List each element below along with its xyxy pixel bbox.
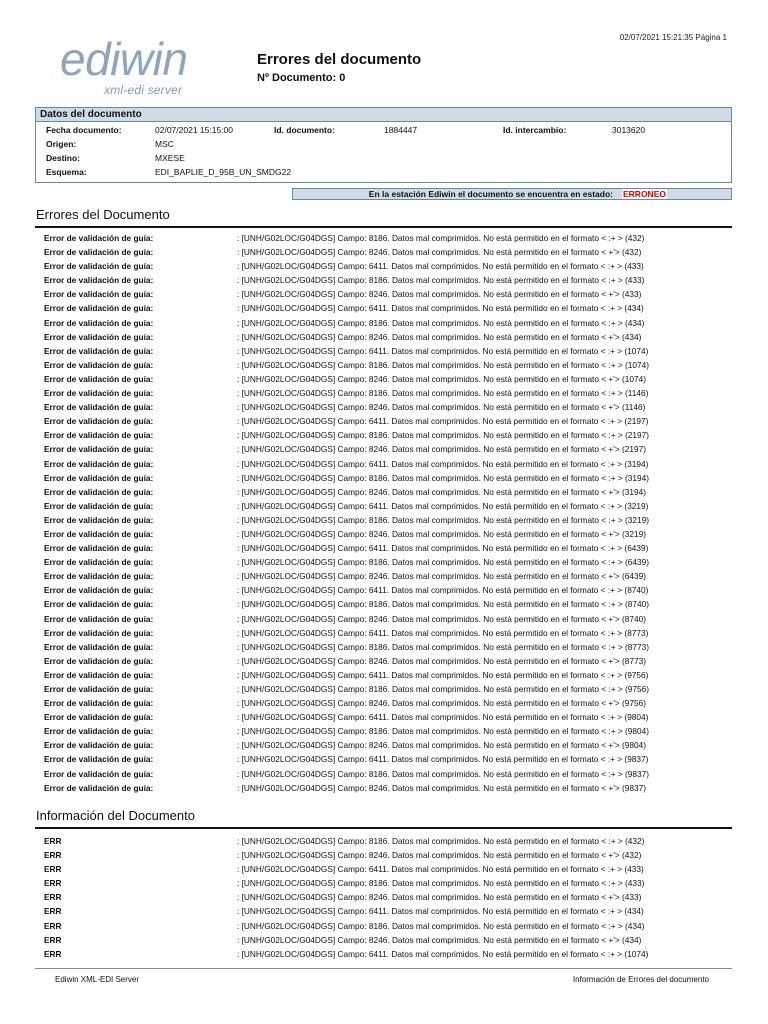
error-message: : [UNH/G02LOC/G04DGS] Campo: 6411. Datos mal comprimidos. No está permitido en el formato < :+ > (434) — [237, 906, 644, 917]
info-list — [44, 834, 734, 961]
list-item — [44, 287, 734, 301]
error-type: Error de validación de guía: — [44, 247, 154, 258]
ediwin-logo — [60, 33, 220, 100]
error-type: Error de validación de guía: — [44, 402, 154, 413]
list-item — [44, 245, 734, 259]
list-item — [44, 767, 734, 781]
error-type: Error de validación de guía: — [44, 472, 154, 483]
footer-report-name: Información de Errores del documento — [572, 975, 709, 984]
esquema-value: EDI_BAPLIE_D_95B_UN_SMDG22 — [155, 167, 292, 177]
list-item — [44, 904, 734, 918]
id-intercambio-value: 3013620 — [612, 125, 646, 135]
error-type: Error de validación de guía: — [44, 261, 154, 272]
list-item — [44, 696, 734, 710]
error-type: Error de validación de guía: — [44, 627, 154, 638]
logo-tagline: xml-edi server — [104, 83, 183, 97]
list-item — [44, 471, 734, 485]
error-message: : [UNH/G02LOC/G04DGS] Campo: 8246. Datos mal comprimidos. No está permitido en el formato < +'> (434) — [237, 331, 642, 342]
list-item — [44, 400, 734, 414]
id-documento-value: 1884447 — [384, 125, 418, 135]
list-item — [44, 442, 734, 456]
error-message: : [UNH/G02LOC/G04DGS] Campo: 8246. Datos mal comprimidos. No está permitido en el formato < +'> (9804) — [237, 740, 646, 751]
error-type: Error de validación de guía: — [44, 345, 154, 356]
list-item — [44, 259, 734, 273]
errors-section-title: Errores del Documento — [36, 207, 170, 222]
error-type: Error de validación de guía: — [44, 373, 154, 384]
list-item — [44, 654, 734, 668]
list-item — [44, 372, 734, 386]
error-message: : [UNH/G02LOC/G04DGS] Campo: 6411. Datos mal comprimidos. No está permitido en el formato < :+ > (3219) — [237, 500, 649, 511]
error-message: : [UNH/G02LOC/G04DGS] Campo: 6411. Datos mal comprimidos. No está permitido en el formato < :+ > (1074) — [237, 948, 649, 959]
list-item — [44, 316, 734, 330]
error-type: Error de validación de guía: — [44, 712, 154, 723]
error-type: ERR — [44, 948, 62, 959]
status-badge: ERRONEO — [623, 189, 666, 199]
error-message: : [UNH/G02LOC/G04DGS] Campo: 8186. Datos mal comprimidos. No está permitido en el formato < :+ > (432) — [237, 836, 645, 846]
errors-section-divider — [35, 226, 732, 228]
error-message: : [UNH/G02LOC/G04DGS] Campo: 8186. Datos mal comprimidos. No está permitido en el formato < :+ > (434) — [237, 317, 645, 328]
info-section-title: Información del Documento — [36, 808, 195, 823]
list-item — [44, 231, 734, 245]
error-message: : [UNH/G02LOC/G04DGS] Campo: 6411. Datos mal comprimidos. No está permitido en el formato < :+ > (8740) — [237, 585, 649, 596]
error-message: : [UNH/G02LOC/G04DGS] Campo: 8186. Datos mal comprimidos. No está permitido en el formato < :+ > (1074) — [237, 359, 650, 370]
error-type: Error de validación de guía: — [44, 528, 154, 539]
list-item — [44, 612, 734, 626]
error-type: Error de validación de guía: — [44, 486, 154, 497]
print-timestamp: 02/07/2021 15:21:35 Página 1 — [619, 33, 727, 42]
error-message: : [UNH/G02LOC/G04DGS] Campo: 8246. Datos mal comprimidos. No está permitido en el formato < +'> (432) — [237, 850, 642, 861]
error-message: : [UNH/G02LOC/G04DGS] Campo: 6411. Datos mal comprimidos. No está permitido en el formato < :+ > (2197) — [237, 416, 649, 427]
list-item — [44, 386, 734, 400]
id-documento-label: Id. documento: — [274, 125, 335, 135]
error-message: : [UNH/G02LOC/G04DGS] Campo: 6411. Datos mal comprimidos. No está permitido en el formato < :+ > (434) — [237, 303, 644, 314]
fecha-label: Fecha documento: — [46, 125, 122, 135]
error-message: : [UNH/G02LOC/G04DGS] Campo: 6411. Datos mal comprimidos. No está permitido en el formato < :+ > (8773) — [237, 627, 649, 638]
error-message: : [UNH/G02LOC/G04DGS] Campo: 6411. Datos mal comprimidos. No está permitido en el formato < :+ > (433) — [237, 864, 644, 875]
list-item — [44, 273, 734, 287]
error-type: ERR — [44, 850, 62, 861]
error-type: Error de validación de guía: — [44, 359, 154, 370]
error-message: : [UNH/G02LOC/G04DGS] Campo: 8186. Datos mal comprimidos. No está permitido en el formato < :+ > (9837) — [237, 768, 650, 779]
list-item — [44, 752, 734, 766]
error-message: : [UNH/G02LOC/G04DGS] Campo: 6411. Datos mal comprimidos. No está permitido en el formato < :+ > (6439) — [237, 543, 649, 554]
list-item — [44, 301, 734, 315]
document-data-heading: Datos del documento — [36, 108, 731, 122]
footer-app-name: Ediwin XML-EDI Server — [55, 975, 140, 984]
error-message: : [UNH/G02LOC/G04DGS] Campo: 8186. Datos mal comprimidos. No está permitido en el formato < :+ > (2197) — [237, 430, 650, 441]
error-message: : [UNH/G02LOC/G04DGS] Campo: 6411. Datos mal comprimidos. No está permitido en el formato < :+ > (433) — [237, 261, 644, 272]
destino-label: Destino: — [46, 153, 80, 163]
error-type: Error de validación de guía: — [44, 599, 154, 610]
error-type: Error de validación de guía: — [44, 782, 154, 793]
list-item — [44, 947, 734, 961]
error-type: Error de validación de guía: — [44, 416, 154, 427]
list-item — [44, 890, 734, 904]
list-item — [44, 358, 734, 372]
error-type: Error de validación de guía: — [44, 317, 154, 328]
error-message: : [UNH/G02LOC/G04DGS] Campo: 8246. Datos mal comprimidos. No está permitido en el formato < +'> (3194) — [237, 486, 646, 497]
error-message: : [UNH/G02LOC/G04DGS] Campo: 8246. Datos mal comprimidos. No está permitido en el formato < +'> (433) — [237, 289, 642, 300]
error-type: Error de validación de guía: — [44, 655, 154, 666]
error-message: : [UNH/G02LOC/G04DGS] Campo: 8186. Datos mal comprimidos. No está permitido en el formato < :+ > (432) — [237, 233, 645, 243]
fecha-value: 02/07/2021 15:15:00 — [155, 125, 233, 135]
error-type: ERR — [44, 920, 62, 931]
error-type: Error de validación de guía: — [44, 585, 154, 596]
error-type: ERR — [44, 878, 62, 889]
list-item — [44, 541, 734, 555]
error-message: : [UNH/G02LOC/G04DGS] Campo: 6411. Datos mal comprimidos. No está permitido en el formato < :+ > (3194) — [237, 458, 649, 469]
errors-list — [44, 231, 734, 795]
status-label: En la estación Ediwin el documento se encuentra en estado: — [368, 189, 613, 199]
error-type: Error de validación de guía: — [44, 641, 154, 652]
document-number: Nº Documento: 0 — [257, 72, 346, 84]
error-type: Error de validación de guía: — [44, 388, 154, 399]
error-type: Error de validación de guía: — [44, 543, 154, 554]
error-type: Error de validación de guía: — [44, 557, 154, 568]
error-type: Error de validación de guía: — [44, 684, 154, 694]
error-type: Error de validación de guía: — [44, 275, 154, 286]
list-item — [44, 555, 734, 569]
error-message: : [UNH/G02LOC/G04DGS] Campo: 8246. Datos mal comprimidos. No está permitido en el formato < +'> (2197) — [237, 444, 646, 455]
error-message: : [UNH/G02LOC/G04DGS] Campo: 8246. Datos mal comprimidos. No está permitido en el formato < +'> (9756) — [237, 698, 646, 709]
error-message: : [UNH/G02LOC/G04DGS] Campo: 8246. Datos mal comprimidos. No está permitido en el formato < +'> (9837) — [237, 782, 646, 793]
error-message: : [UNH/G02LOC/G04DGS] Campo: 6411. Datos mal comprimidos. No está permitido en el formato < :+ > (9756) — [237, 669, 649, 680]
list-item — [44, 428, 734, 442]
error-type: ERR — [44, 906, 62, 917]
error-message: : [UNH/G02LOC/G04DGS] Campo: 8246. Datos mal comprimidos. No está permitido en el formato < +'> (3219) — [237, 528, 646, 539]
error-type: Error de validación de guía: — [44, 514, 154, 525]
error-message: : [UNH/G02LOC/G04DGS] Campo: 8246. Datos mal comprimidos. No está permitido en el formato < +'> (432) — [237, 247, 642, 258]
info-section-divider — [35, 827, 732, 829]
error-type: Error de validación de guía: — [44, 669, 154, 680]
error-message: : [UNH/G02LOC/G04DGS] Campo: 6411. Datos mal comprimidos. No está permitido en el formato < :+ > (9804) — [237, 712, 649, 723]
list-item — [44, 781, 734, 795]
logo-wordmark: ediwin — [60, 33, 188, 85]
error-message: : [UNH/G02LOC/G04DGS] Campo: 8186. Datos mal comprimidos. No está permitido en el formato < :+ > (9804) — [237, 726, 650, 737]
error-type: ERR — [44, 836, 62, 846]
error-message: : [UNH/G02LOC/G04DGS] Campo: 8246. Datos mal comprimidos. No está permitido en el formato < +'> (1146) — [237, 402, 646, 413]
list-item — [44, 513, 734, 527]
error-type: Error de validación de guía: — [44, 233, 154, 243]
error-type: Error de validación de guía: — [44, 613, 154, 624]
error-message: : [UNH/G02LOC/G04DGS] Campo: 8246. Datos mal comprimidos. No está permitido en el formato < +'> (433) — [237, 892, 642, 903]
error-type: Error de validación de guía: — [44, 754, 154, 765]
list-item — [44, 583, 734, 597]
error-type: Error de validación de guía: — [44, 698, 154, 709]
esquema-label: Esquema: — [46, 167, 87, 177]
error-type: Error de validación de guía: — [44, 500, 154, 511]
id-intercambio-label: Id. intercambio: — [503, 125, 567, 135]
list-item — [44, 626, 734, 640]
error-message: : [UNH/G02LOC/G04DGS] Campo: 8186. Datos mal comprimidos. No está permitido en el formato < :+ > (6439) — [237, 557, 650, 568]
list-item — [44, 457, 734, 471]
error-message: : [UNH/G02LOC/G04DGS] Campo: 8186. Datos mal comprimidos. No está permitido en el formato < :+ > (3219) — [237, 514, 650, 525]
list-item — [44, 724, 734, 738]
error-type: Error de validación de guía: — [44, 430, 154, 441]
error-message: : [UNH/G02LOC/G04DGS] Campo: 8186. Datos mal comprimidos. No está permitido en el formato < :+ > (8740) — [237, 599, 650, 610]
list-item — [44, 862, 734, 876]
list-item — [44, 668, 734, 682]
list-item — [44, 330, 734, 344]
error-type: ERR — [44, 934, 62, 945]
error-message: : [UNH/G02LOC/G04DGS] Campo: 8186. Datos mal comprimidos. No está permitido en el formato < :+ > (1146) — [237, 388, 649, 399]
page-title: Errores del documento — [257, 51, 422, 68]
error-message: : [UNH/G02LOC/G04DGS] Campo: 8246. Datos mal comprimidos. No está permitido en el formato < +'> (8773) — [237, 655, 646, 666]
error-message: : [UNH/G02LOC/G04DGS] Campo: 8186. Datos mal comprimidos. No está permitido en el formato < :+ > (9756) — [237, 684, 650, 694]
error-message: : [UNH/G02LOC/G04DGS] Campo: 8246. Datos mal comprimidos. No está permitido en el formato < +'> (8740) — [237, 613, 646, 624]
list-item — [44, 597, 734, 611]
list-item — [44, 344, 734, 358]
list-item — [44, 834, 734, 848]
list-item — [44, 485, 734, 499]
error-type: ERR — [44, 892, 62, 903]
error-type: Error de validación de guía: — [44, 726, 154, 737]
error-message: : [UNH/G02LOC/G04DGS] Campo: 6411. Datos mal comprimidos. No está permitido en el formato < :+ > (1074) — [237, 345, 649, 356]
error-type: Error de validación de guía: — [44, 740, 154, 751]
error-type: Error de validación de guía: — [44, 331, 154, 342]
list-item — [44, 527, 734, 541]
list-item — [44, 919, 734, 933]
error-message: : [UNH/G02LOC/G04DGS] Campo: 8186. Datos mal comprimidos. No está permitido en el formato < :+ > (433) — [237, 878, 645, 889]
error-message: : [UNH/G02LOC/G04DGS] Campo: 8186. Datos mal comprimidos. No está permitido en el formato < :+ > (8773) — [237, 641, 650, 652]
destino-value: MXESE — [155, 153, 185, 163]
list-item — [44, 569, 734, 583]
error-type: Error de validación de guía: — [44, 768, 154, 779]
list-item — [44, 933, 734, 947]
error-type: Error de validación de guía: — [44, 444, 154, 455]
error-message: : [UNH/G02LOC/G04DGS] Campo: 8186. Datos mal comprimidos. No está permitido en el formato < :+ > (3194) — [237, 472, 650, 483]
document-status-bar — [292, 188, 732, 200]
error-type: Error de validación de guía: — [44, 458, 154, 469]
list-item — [44, 499, 734, 513]
error-message: : [UNH/G02LOC/G04DGS] Campo: 8246. Datos mal comprimidos. No está permitido en el formato < +'> (1074) — [237, 373, 646, 384]
list-item — [44, 640, 734, 654]
error-type: Error de validación de guía: — [44, 289, 154, 300]
list-item — [44, 414, 734, 428]
list-item — [44, 848, 734, 862]
error-type: Error de validación de guía: — [44, 303, 154, 314]
origen-value: MSC — [155, 139, 174, 149]
list-item — [44, 738, 734, 752]
origen-label: Origen: — [46, 139, 77, 149]
footer-divider — [35, 968, 732, 969]
error-message: : [UNH/G02LOC/G04DGS] Campo: 6411. Datos mal comprimidos. No está permitido en el formato < :+ > (9837) — [237, 754, 649, 765]
document-data-panel — [35, 107, 732, 183]
error-message: : [UNH/G02LOC/G04DGS] Campo: 8186. Datos mal comprimidos. No está permitido en el formato < :+ > (434) — [237, 920, 645, 931]
list-item — [44, 876, 734, 890]
error-message: : [UNH/G02LOC/G04DGS] Campo: 8246. Datos mal comprimidos. No está permitido en el formato < +'> (434) — [237, 934, 642, 945]
error-message: : [UNH/G02LOC/G04DGS] Campo: 8246. Datos mal comprimidos. No está permitido en el formato < +'> (6439) — [237, 571, 646, 582]
list-item — [44, 710, 734, 724]
error-message: : [UNH/G02LOC/G04DGS] Campo: 8186. Datos mal comprimidos. No está permitido en el formato < :+ > (433) — [237, 275, 645, 286]
list-item — [44, 682, 734, 696]
error-type: Error de validación de guía: — [44, 571, 154, 582]
error-type: ERR — [44, 864, 62, 875]
